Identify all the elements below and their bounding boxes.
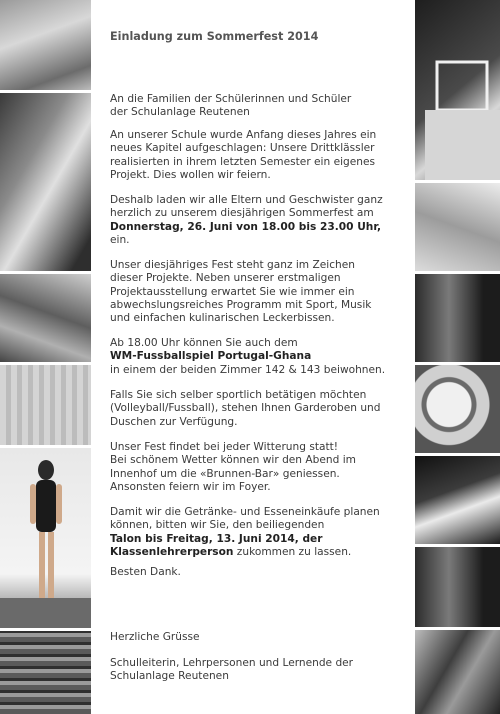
text-line: realisierten in ihrem letzten Semester ein eigenes: [110, 155, 376, 168]
greeting-line: der Schulanlage Reutenen: [110, 106, 250, 119]
right-photo-column: [415, 0, 500, 714]
text-line: Innenhof um die «Brunnen-Bar» geniessen.: [110, 467, 340, 480]
greeting: [110, 93, 410, 120]
printer-shape: [415, 0, 500, 180]
photo-tools: [415, 183, 500, 271]
signature: [110, 657, 410, 684]
photo-dress-model: [0, 448, 91, 628]
text-line: Projektausstellung erwartet Sie wie immer ein: [110, 285, 355, 298]
thanks: Besten Dank.: [110, 566, 181, 578]
text-line: Schulanlage Reutenen: [110, 670, 229, 683]
paragraph-invitation: [110, 194, 410, 247]
paragraph-program: [110, 259, 410, 325]
paragraph-weather: [110, 441, 410, 494]
text-line: herzlich zu unserem diesjährigen Sommerfest am: [110, 207, 374, 220]
photo-paper-cutter: [415, 456, 500, 544]
text-line: Duschen zur Verfügung.: [110, 415, 238, 428]
talon-deadline: Talon bis Freitag, 13. Juni 2014, der: [110, 532, 323, 545]
text-line: (Volleyball/Fussball), stehen Ihnen Garderoben und: [110, 402, 381, 415]
photo-electronics: [415, 547, 500, 627]
left-photo-column: [0, 0, 91, 714]
photo-student-at-machine: [0, 93, 91, 271]
text-line: Ab 18.00 Uhr können Sie auch dem: [110, 337, 298, 349]
text-line: Ansonsten feiern wir im Foyer.: [110, 480, 271, 493]
text-line: und einfachen kulinarischen Leckerbissen.: [110, 312, 335, 325]
closing: Herzliche Grüsse: [110, 631, 200, 643]
text-line: neues Kapitel aufgeschlagen: Unsere Drittklässler: [110, 142, 375, 155]
football-match: WM-Fussballspiel Portugal-Ghana: [110, 350, 312, 363]
text-line: Projekt. Dies wollen wir feiern.: [110, 168, 271, 181]
paragraph-sport: [110, 389, 410, 429]
text-line: zukommen zu lassen.: [233, 545, 352, 558]
photo-workbench: [415, 630, 500, 714]
text-line: abwechslungsreiches Programm mit Sport, Musik: [110, 298, 372, 311]
photo-ruler-drawing: [0, 365, 91, 445]
paragraph-football: [110, 337, 410, 377]
text-line: Falls Sie sich selber sportlich betätigen möchten: [110, 389, 367, 401]
paragraph-talon: [110, 506, 410, 559]
paragraph-intro: [110, 129, 410, 182]
photo-textile: [0, 631, 91, 714]
text-line: können, bitten wir Sie, den beiliegenden: [110, 519, 325, 532]
photo-fabric: [0, 0, 91, 90]
dress-figure: [0, 448, 91, 628]
text-line: Bei schönem Wetter können wir den Abend im: [110, 454, 356, 467]
photo-wheel: [415, 365, 500, 453]
text-line: An unserer Schule wurde Anfang dieses Jahres ein: [110, 129, 377, 141]
text-line: Deshalb laden wir alle Eltern und Geschwister ganz: [110, 194, 383, 206]
photo-machine-detail: [0, 274, 91, 362]
text-line: Damit wir die Getränke- und Esseneinkäufe planen: [110, 506, 380, 518]
text-line: Unser Fest findet bei jeder Witterung statt!: [110, 441, 339, 453]
photo-3d-printer: [415, 0, 500, 180]
text-line: Unser diesjähriges Fest steht ganz im Zeichen: [110, 259, 355, 271]
page-title: Einladung zum Sommerfest 2014: [110, 30, 319, 43]
text-line: dieser Projekte. Neben unserer erstmaligen: [110, 272, 341, 285]
text-line: ein.: [110, 233, 130, 246]
event-date: Donnerstag, 26. Juni von 18.00 bis 23.00 Uhr,: [110, 220, 382, 233]
class-teacher: Klassenlehrerperson: [110, 545, 234, 558]
photo-sewing-machine: [415, 274, 500, 362]
text-line: Schulleiterin, Lehrpersonen und Lernende der: [110, 657, 354, 669]
text-line: in einem der beiden Zimmer 142 & 143 beiwohnen.: [110, 363, 386, 376]
greeting-line: An die Familien der Schülerinnen und Schüler: [110, 93, 352, 105]
